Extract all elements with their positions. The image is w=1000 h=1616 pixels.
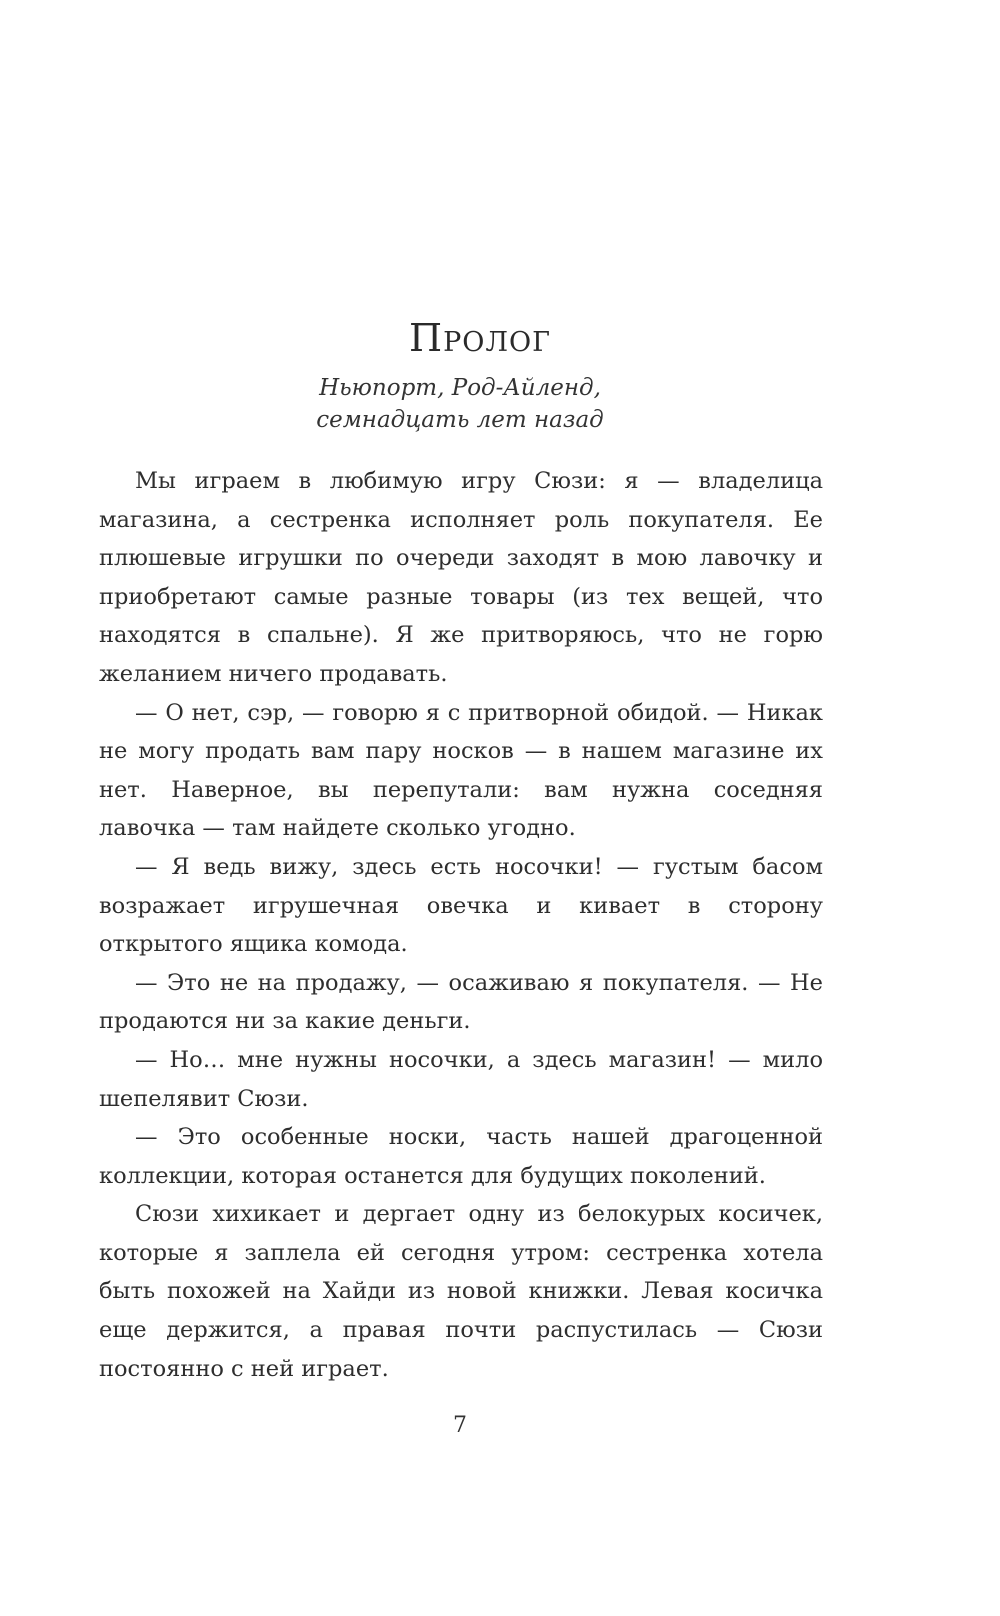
paragraph: — Это не на продажу, — осаживаю я покупателя. — Не продаются ни за какие деньги. xyxy=(99,969,823,1035)
paragraph: — Я ведь вижу, здесь есть носочки! — густым басом возражает игрушечная овечка и кивает в сторону открытого ящика комода. xyxy=(99,853,823,958)
paragraph: Мы играем в любимую игру Сюзи: я — владелица магазина, а сестренка исполняет роль покупателя. Ее плюшевые игрушки по очереди заходят в мою лавочку и приобретают самые разные товары (из тех вещей, что находятся в спальне). Я же притворяюсь, что не горю желанием ничего продавать. xyxy=(99,468,823,687)
epigraph-line-1: Ньюпорт, Род-Айленд, xyxy=(319,375,601,401)
paragraph: — Это особенные носки, часть нашей драгоценной коллекции, которая останется для будущих поколений. xyxy=(99,1124,823,1189)
paragraph: — Но… мне нужны носочки, а здесь магазин! — мило шепелявит Сюзи. xyxy=(99,1046,823,1112)
page-number: 7 xyxy=(453,1413,467,1438)
epigraph-line-2: семнадцать лет назад xyxy=(316,407,604,433)
chapter-title: Пролог xyxy=(409,316,551,360)
paragraph: — О нет, сэр, — говорю я с притворной обидой. — Никак не могу продать вам пару носков — в нашем магазине их нет. Наверное, вы перепутали: вам нужна соседняя лавочка — там найдете сколько угодно. xyxy=(99,699,823,842)
paragraph: Сюзи хихикает и дергает одну из белокурых косичек, которые я заплела ей сегодня утром: сестренка хотела быть похожей на Хайди из новой книжки. Левая косичка еще держится, а правая почти распустилась — Сюзи постоянно с ней играет. xyxy=(99,1201,823,1382)
chapter-epigraph xyxy=(0,372,920,436)
body-text xyxy=(99,462,823,1388)
